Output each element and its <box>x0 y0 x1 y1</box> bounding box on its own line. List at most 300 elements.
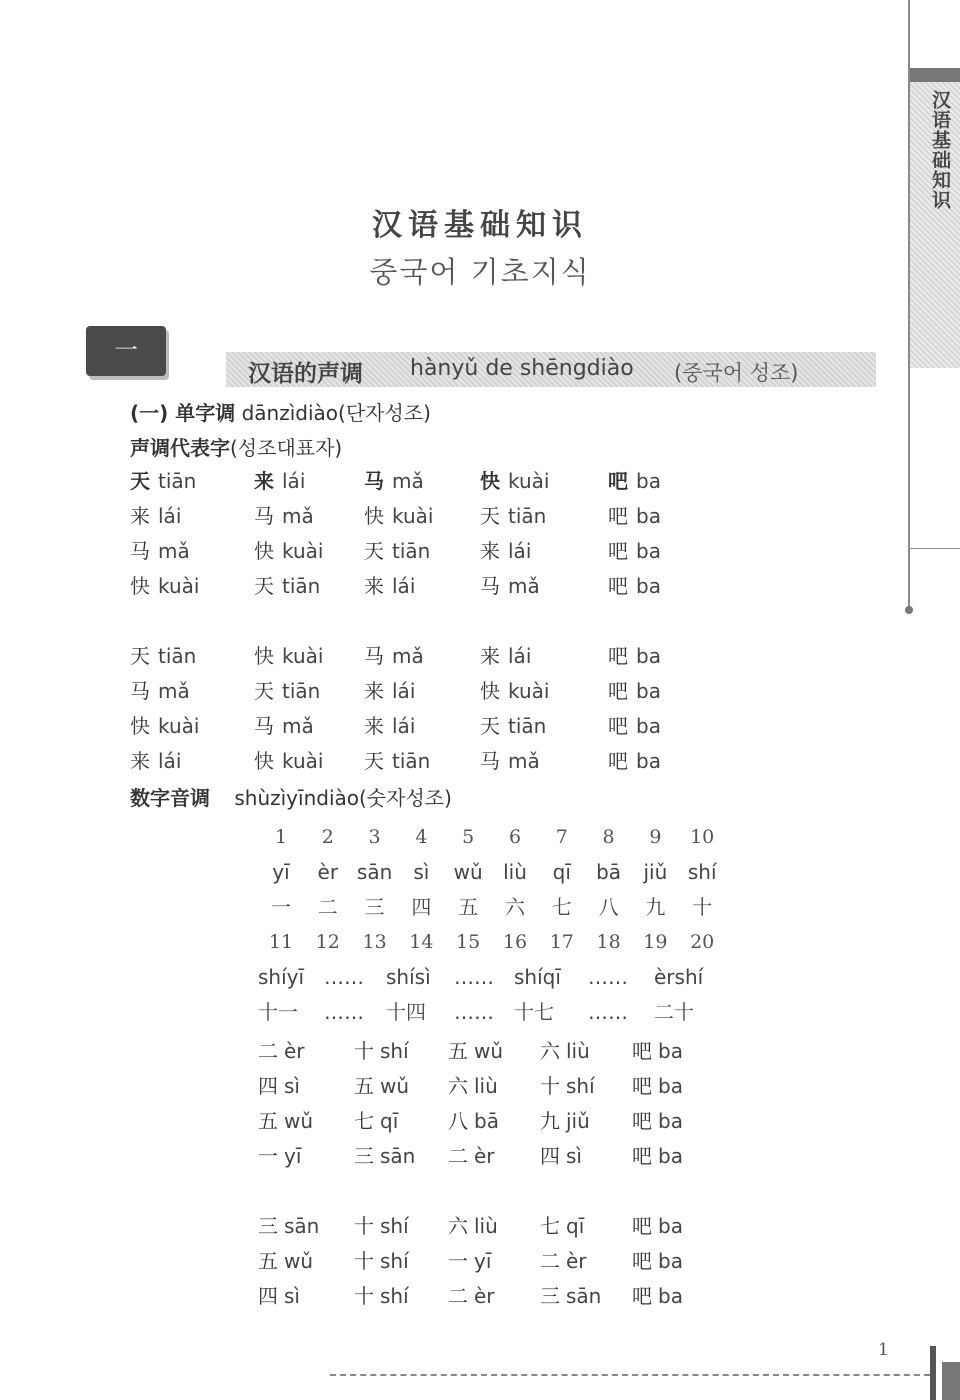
pinyin: shí <box>380 1039 409 1063</box>
word-cell <box>130 676 190 706</box>
pinyin: tiān <box>508 714 547 738</box>
hanzi-char: 吧 <box>632 1109 652 1133</box>
pinyin: shí <box>380 1249 409 1273</box>
pinyin: kuài <box>282 644 324 668</box>
pinyin: lái <box>508 539 532 563</box>
number-pinyin: shísì <box>386 965 431 989</box>
word-cell <box>480 746 540 776</box>
hanzi-char: 天 <box>254 679 274 703</box>
hanzi-char: 四 <box>258 1284 278 1308</box>
hanzi-char: 三 <box>354 1144 374 1168</box>
pinyin: lái <box>282 469 306 493</box>
digit: 12 <box>315 931 340 953</box>
word-cell <box>608 571 661 601</box>
hanzi-char: 快 <box>254 539 274 563</box>
word-cell <box>364 571 415 601</box>
pinyin: kuài <box>282 749 324 773</box>
word-cell <box>632 1036 683 1066</box>
hanzi-char: 快 <box>254 749 274 773</box>
word-cell <box>632 1246 683 1276</box>
word-cell <box>130 466 196 496</box>
hanzi-char: 快 <box>480 679 500 703</box>
number-hanzi: 十四 <box>386 1000 426 1024</box>
section-title-pinyin: hànyǔ de shēngdiào <box>410 356 634 381</box>
digit: 7 <box>555 826 568 848</box>
pinyin: tiān <box>158 469 197 493</box>
word-cell <box>364 676 415 706</box>
word-cell <box>480 641 531 671</box>
hanzi-char: 吧 <box>608 749 628 773</box>
pinyin: ba <box>636 539 661 563</box>
pinyin: mǎ <box>282 714 314 738</box>
hanzi-char: 三 <box>258 1214 278 1238</box>
hanzi-char: 天 <box>480 504 500 528</box>
hanzi-char: 马 <box>364 644 384 668</box>
word-cell <box>632 1106 683 1136</box>
hanzi-char: 四 <box>540 1144 560 1168</box>
pinyin: wǔ <box>284 1249 314 1273</box>
word-cell <box>130 536 190 566</box>
pinyin: ba <box>658 1284 683 1308</box>
subheading-number-tones <box>130 782 452 811</box>
hanzi-char: 吧 <box>608 504 628 528</box>
subheading-representative-ko: (성조대표자) <box>230 436 343 460</box>
word-cell <box>258 1211 319 1241</box>
section-number: 一 <box>114 336 138 364</box>
pinyin: lái <box>392 679 416 703</box>
pinyin: ba <box>636 679 661 703</box>
word-cell <box>364 641 424 671</box>
pinyin: mǎ <box>158 539 190 563</box>
number-hanzi: 九 <box>645 895 666 919</box>
pinyin: tiān <box>508 504 547 528</box>
hanzi-char: 三 <box>540 1284 560 1308</box>
pinyin: kuài <box>282 539 324 563</box>
word-cell <box>258 1246 313 1276</box>
word-cell <box>608 711 661 741</box>
pinyin: sì <box>284 1074 300 1098</box>
number-pinyin: liù <box>503 860 527 884</box>
pinyin: lái <box>392 574 416 598</box>
number-pinyin: …… <box>324 965 364 989</box>
word-cell <box>608 746 661 776</box>
pinyin: mǎ <box>392 644 424 668</box>
pinyin: liù <box>566 1039 590 1063</box>
word-cell <box>608 466 661 496</box>
digit: 9 <box>649 826 662 848</box>
word-cell <box>258 1141 301 1171</box>
word-cell <box>130 711 199 741</box>
footer-block <box>942 1362 960 1400</box>
digit: 18 <box>596 931 621 953</box>
pinyin: ba <box>658 1109 683 1133</box>
word-cell <box>608 501 661 531</box>
hanzi-char: 天 <box>364 539 384 563</box>
pinyin: lái <box>158 749 182 773</box>
word-cell <box>608 641 661 671</box>
word-cell <box>480 466 549 496</box>
number-hanzi: …… <box>324 1000 364 1024</box>
word-cell <box>608 536 661 566</box>
pinyin: èr <box>566 1249 587 1273</box>
hanzi-char: 天 <box>480 714 500 738</box>
word-cell <box>632 1211 683 1241</box>
hanzi-char: 八 <box>448 1109 468 1133</box>
pinyin: èr <box>474 1284 495 1308</box>
number-pinyin: qī <box>552 860 571 884</box>
digit: 20 <box>690 931 715 953</box>
number-pinyin: …… <box>588 965 628 989</box>
hanzi-char: 四 <box>258 1074 278 1098</box>
hanzi-char: 十 <box>354 1039 374 1063</box>
hanzi-char: 马 <box>480 574 500 598</box>
pinyin: ba <box>658 1144 683 1168</box>
pinyin: yī <box>474 1249 492 1273</box>
hanzi-char: 天 <box>254 574 274 598</box>
hanzi-char: 马 <box>130 539 150 563</box>
word-cell <box>254 571 320 601</box>
number-pinyin: èr <box>317 860 339 884</box>
hanzi-char: 九 <box>540 1109 560 1133</box>
pinyin: ba <box>636 714 661 738</box>
pinyin: mǎ <box>158 679 190 703</box>
hanzi-char: 二 <box>540 1249 560 1273</box>
number-pinyin: wǔ <box>453 860 483 884</box>
hanzi-char: 天 <box>130 469 150 493</box>
pinyin: jiǔ <box>566 1109 590 1133</box>
pinyin: sān <box>284 1214 320 1238</box>
hanzi-char: 来 <box>480 644 500 668</box>
hanzi-char: 七 <box>354 1109 374 1133</box>
word-cell <box>364 746 430 776</box>
number-pinyin: shíqī <box>514 965 561 989</box>
word-cell <box>632 1281 683 1311</box>
hanzi-char: 五 <box>448 1039 468 1063</box>
section-number-badge <box>86 326 166 376</box>
hanzi-char: 二 <box>448 1284 468 1308</box>
hanzi-char: 吧 <box>608 469 628 493</box>
word-cell <box>354 1211 409 1241</box>
pinyin: ba <box>658 1074 683 1098</box>
word-cell <box>354 1106 398 1136</box>
word-cell <box>130 571 199 601</box>
word-cell <box>258 1071 300 1101</box>
word-cell <box>632 1141 683 1171</box>
digit: 11 <box>268 931 294 953</box>
number-hanzi: 五 <box>458 895 479 919</box>
number-pinyin: shíyī <box>258 965 305 989</box>
word-cell <box>364 466 424 496</box>
word-cell <box>480 571 540 601</box>
pinyin: èr <box>284 1039 305 1063</box>
hanzi-char: 十 <box>540 1074 560 1098</box>
digit: 1 <box>274 826 288 848</box>
pinyin: mǎ <box>392 469 424 493</box>
hanzi-char: 二 <box>448 1144 468 1168</box>
pinyin: tiān <box>282 574 321 598</box>
pinyin: lái <box>158 504 182 528</box>
number-hanzi: 二 <box>317 895 338 919</box>
word-cell <box>254 536 323 566</box>
pinyin: liù <box>474 1074 498 1098</box>
number-pinyin: sān <box>356 860 393 884</box>
hanzi-char: 来 <box>364 714 384 738</box>
word-cell <box>540 1071 595 1101</box>
number-pinyin: jiǔ <box>643 860 668 884</box>
hanzi-char: 五 <box>258 1109 278 1133</box>
subheading-representative-label: 声调代表字 <box>130 436 230 460</box>
hanzi-char: 吧 <box>632 1284 652 1308</box>
word-cell <box>540 1211 584 1241</box>
footer-dashed-line <box>330 1374 930 1376</box>
pinyin: wǔ <box>284 1109 314 1133</box>
word-cell <box>540 1106 590 1136</box>
hanzi-char: 十 <box>354 1284 374 1308</box>
pinyin: ba <box>636 574 661 598</box>
word-cell <box>480 501 546 531</box>
footer-bar <box>930 1346 936 1400</box>
number-pinyin: sì <box>413 860 430 884</box>
number-hanzi: 七 <box>551 895 572 919</box>
pinyin: tiān <box>158 644 197 668</box>
pinyin: ba <box>636 749 661 773</box>
pinyin: liù <box>474 1214 498 1238</box>
digit: 8 <box>602 826 615 848</box>
number-hanzi: 十 <box>692 895 713 919</box>
digit: 3 <box>368 826 381 848</box>
word-cell <box>254 746 323 776</box>
number-hanzi: 四 <box>411 895 432 919</box>
hanzi-char: 一 <box>258 1144 278 1168</box>
word-cell <box>354 1281 409 1311</box>
hanzi-char: 六 <box>448 1074 468 1098</box>
pinyin: ba <box>636 469 661 493</box>
word-cell <box>364 501 433 531</box>
hanzi-char: 十 <box>354 1249 374 1273</box>
hanzi-char: 马 <box>480 749 500 773</box>
word-cell <box>254 501 314 531</box>
pinyin: ba <box>658 1039 683 1063</box>
hanzi-char: 六 <box>448 1214 468 1238</box>
digit: 15 <box>456 931 481 953</box>
subheading-single-tone <box>130 397 431 426</box>
hanzi-char: 一 <box>448 1249 468 1273</box>
word-cell <box>448 1141 495 1171</box>
number-hanzi: 二十 <box>654 1000 694 1024</box>
hanzi-char: 吧 <box>608 644 628 668</box>
number-hanzi: 十一 <box>258 1000 298 1024</box>
hanzi-char: 马 <box>364 469 384 493</box>
digit: 13 <box>362 931 387 953</box>
hanzi-char: 六 <box>540 1039 560 1063</box>
pinyin: lái <box>508 644 532 668</box>
pinyin: ba <box>636 644 661 668</box>
hanzi-char: 二 <box>258 1039 278 1063</box>
word-cell <box>254 711 314 741</box>
hanzi-char: 快 <box>130 714 150 738</box>
pinyin: tiān <box>282 679 321 703</box>
pinyin: ba <box>636 504 661 528</box>
section-title-zh: 汉语的声调 <box>248 361 363 387</box>
digit: 19 <box>643 931 668 953</box>
word-cell <box>130 746 181 776</box>
number-hanzi: …… <box>588 1000 628 1024</box>
hanzi-char: 七 <box>540 1214 560 1238</box>
pinyin: bā <box>474 1109 499 1133</box>
pinyin: wǔ <box>474 1039 504 1063</box>
hanzi-char: 快 <box>480 469 500 493</box>
hanzi-char: 来 <box>130 504 150 528</box>
word-cell <box>254 676 320 706</box>
hanzi-char: 马 <box>254 714 274 738</box>
hanzi-char: 吧 <box>608 574 628 598</box>
subheading-number-tones-ko: (숫자성조) <box>359 786 452 810</box>
pinyin: tiān <box>392 749 431 773</box>
hanzi-char: 快 <box>254 644 274 668</box>
word-cell <box>540 1036 590 1066</box>
hanzi-char: 吧 <box>632 1249 652 1273</box>
section-title-bar <box>226 352 876 387</box>
hanzi-char: 吧 <box>608 679 628 703</box>
number-pinyin: …… <box>454 965 494 989</box>
pinyin: sān <box>566 1284 602 1308</box>
hanzi-char: 吧 <box>632 1214 652 1238</box>
hanzi-char: 马 <box>130 679 150 703</box>
number-pinyin: shí <box>687 860 717 884</box>
subheading-single-tone-ko: (단자성조) <box>338 401 431 425</box>
hanzi-char: 来 <box>130 749 150 773</box>
word-cell <box>258 1036 305 1066</box>
word-cell <box>480 536 531 566</box>
pinyin: kuài <box>508 679 550 703</box>
pinyin: mǎ <box>282 504 314 528</box>
pinyin: mǎ <box>508 574 540 598</box>
word-cell <box>364 536 430 566</box>
pinyin: ba <box>658 1249 683 1273</box>
word-cell <box>354 1071 409 1101</box>
number-pinyin: bā <box>596 860 622 884</box>
word-cell <box>540 1246 587 1276</box>
subheading-single-tone-label: (一) 单字调 <box>130 401 236 425</box>
word-cell <box>540 1141 582 1171</box>
number-hanzi: 三 <box>364 895 385 919</box>
hanzi-char: 吧 <box>632 1144 652 1168</box>
word-cell <box>448 1071 498 1101</box>
word-cell <box>364 711 415 741</box>
hanzi-char: 来 <box>364 679 384 703</box>
hanzi-char: 天 <box>130 644 150 668</box>
digit: 16 <box>502 931 528 953</box>
pinyin: lái <box>392 714 416 738</box>
word-cell <box>448 1246 491 1276</box>
chapter-side-tab-label: 汉语基础知识 <box>929 90 951 210</box>
hanzi-char: 五 <box>258 1249 278 1273</box>
digit: 5 <box>462 826 475 848</box>
word-cell <box>608 676 661 706</box>
word-cell <box>448 1211 498 1241</box>
hanzi-char: 来 <box>364 574 384 598</box>
number-hanzi: 一 <box>271 895 291 919</box>
page-subtitle: 중국어 기초지식 <box>369 255 591 289</box>
word-cell <box>354 1246 409 1276</box>
hanzi-char: 马 <box>254 504 274 528</box>
word-cell <box>254 466 305 496</box>
margin-divider <box>910 548 960 549</box>
margin-dot <box>905 606 913 614</box>
word-cell <box>254 641 323 671</box>
pinyin: kuài <box>158 714 200 738</box>
digit: 14 <box>409 931 434 953</box>
subheading-single-tone-pinyin: dānzìdiào <box>241 401 339 425</box>
subheading-number-tones-label: 数字音调 <box>130 786 210 810</box>
hanzi-char: 吧 <box>632 1074 652 1098</box>
number-hanzi: 六 <box>505 895 525 919</box>
word-cell <box>258 1281 300 1311</box>
pinyin: tiān <box>392 539 431 563</box>
word-cell <box>448 1036 503 1066</box>
pinyin: sān <box>380 1144 416 1168</box>
pinyin: shí <box>380 1214 409 1238</box>
digit: 2 <box>321 826 334 848</box>
number-pinyin: èrshí <box>654 965 704 989</box>
number-hanzi: 十七 <box>514 1000 554 1024</box>
hanzi-char: 快 <box>130 574 150 598</box>
digit: 10 <box>690 826 715 848</box>
hanzi-char: 五 <box>354 1074 374 1098</box>
word-cell <box>448 1281 495 1311</box>
subheading-number-tones-pinyin: shùzìyīndiào <box>234 786 359 810</box>
subheading-representative-chars <box>130 432 342 461</box>
hanzi-char: 十 <box>354 1214 374 1238</box>
section-title-ko: (중국어 성조) <box>674 361 799 385</box>
digit: 17 <box>549 931 574 953</box>
number-hanzi: …… <box>454 1000 494 1024</box>
word-cell <box>130 641 196 671</box>
page-number: 1 <box>878 1340 889 1360</box>
pinyin: sì <box>566 1144 582 1168</box>
hanzi-char: 来 <box>480 539 500 563</box>
pinyin: èr <box>474 1144 495 1168</box>
word-cell <box>540 1281 601 1311</box>
number-hanzi: 八 <box>598 895 619 919</box>
word-cell <box>354 1141 415 1171</box>
pinyin: qī <box>566 1214 585 1238</box>
pinyin: shí <box>380 1284 409 1308</box>
pinyin: kuài <box>508 469 550 493</box>
pinyin: sì <box>284 1284 300 1308</box>
pinyin: kuài <box>158 574 200 598</box>
digit: 4 <box>415 826 428 848</box>
number-pinyin: yī <box>272 860 290 884</box>
word-cell <box>448 1106 499 1136</box>
pinyin: yī <box>284 1144 302 1168</box>
word-cell <box>130 501 181 531</box>
word-cell <box>354 1036 409 1066</box>
pinyin: kuài <box>392 504 434 528</box>
pinyin: qī <box>380 1109 399 1133</box>
pinyin: mǎ <box>508 749 540 773</box>
pinyin: ba <box>658 1214 683 1238</box>
digit: 6 <box>508 826 522 848</box>
page-title: 汉语基础知识 <box>372 208 588 243</box>
word-cell <box>258 1106 313 1136</box>
hanzi-char: 吧 <box>608 714 628 738</box>
hanzi-char: 吧 <box>632 1039 652 1063</box>
pinyin: wǔ <box>380 1074 410 1098</box>
hanzi-char: 吧 <box>608 539 628 563</box>
word-cell <box>632 1071 683 1101</box>
pinyin: shí <box>566 1074 595 1098</box>
